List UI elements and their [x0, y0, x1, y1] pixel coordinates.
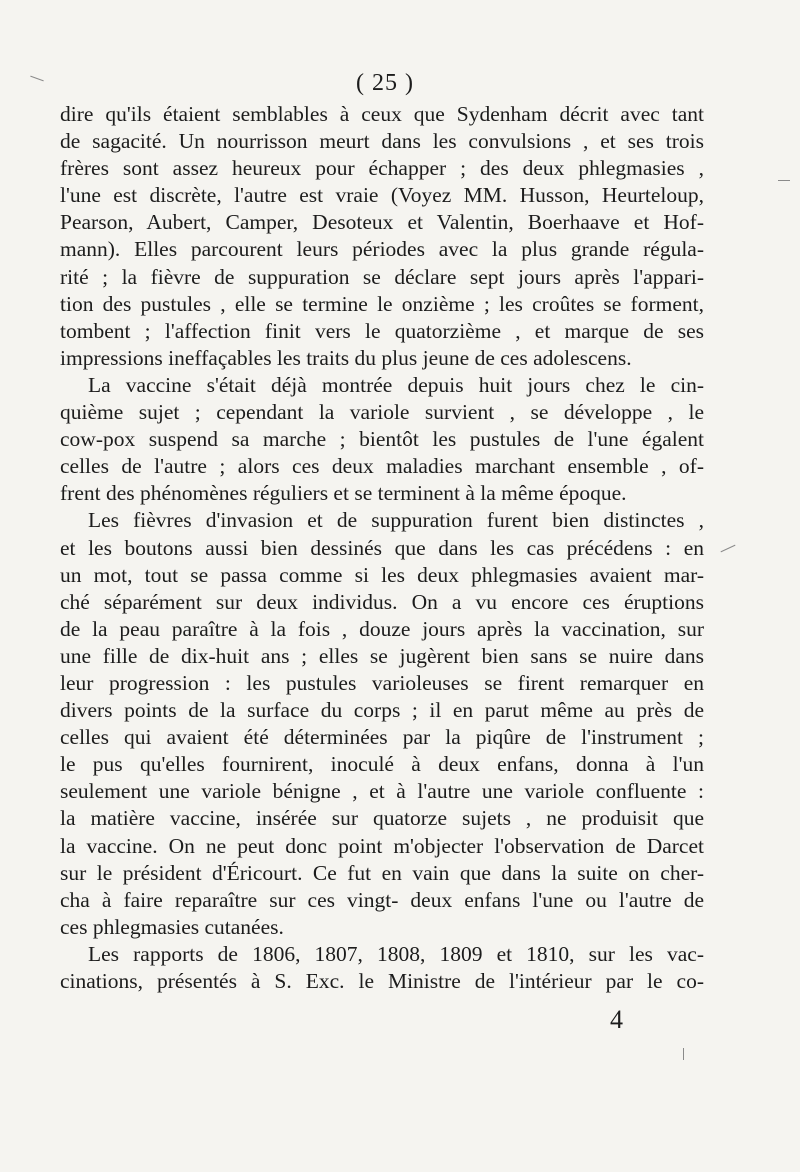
- text-line: cinations, présentés à S. Exc. le Ministre de l'intérieur par le co-: [60, 969, 704, 993]
- text-line: tion des pustules , elle se termine le onzième ; les croûtes se forment,: [60, 291, 704, 316]
- text-line: divers points de la surface du corps ; il en parut même au près de: [60, 698, 704, 723]
- text-line: dire qu'ils étaient semblables à ceux que Sydenham décrit avec tant: [60, 102, 704, 126]
- text-line: et les boutons aussi bien dessinés que dans les cas précédens : en: [60, 535, 704, 560]
- text-line: le pus qu'elles fournirent, inoculé à deux enfans, donna à l'un: [60, 752, 704, 777]
- text-line: cha à faire reparaître sur ces vingt- deux enfans l'une ou l'autre de: [60, 887, 704, 912]
- text-line: de sagacité. Un nourrisson meurt dans les convulsions , et ses trois: [60, 129, 704, 154]
- text-line: de la peau paraître à la fois , douze jours après la vaccination, sur: [60, 616, 704, 641]
- text-line: seulement une variole bénigne , et à l'autre une variole confluente :: [60, 779, 704, 804]
- paper-blemish: [778, 180, 790, 181]
- text-line: celles de l'autre ; alors ces deux maladies marchant ensemble , of-: [60, 454, 704, 479]
- text-line: ché séparément sur deux individus. On a vu encore ces éruptions: [60, 589, 704, 614]
- text-line: l'une est discrète, l'autre est vraie (Voyez MM. Husson, Heurteloup,: [60, 183, 704, 208]
- text-line: La vaccine s'était déjà montrée depuis huit jours chez le cin-: [88, 372, 704, 397]
- text-line: mann). Elles parcourent leurs périodes avec la plus grande régula-: [60, 237, 704, 262]
- text-line: une fille de dix-huit ans ; elles se jugèrent bien sans se nuire dans: [60, 643, 704, 668]
- paper-blemish: [683, 1048, 684, 1060]
- text-line: rité ; la fièvre de suppuration se déclare sept jours après l'appari-: [60, 264, 704, 289]
- text-line: un mot, tout se passa comme si les deux phlegmasies avaient mar-: [60, 562, 704, 587]
- text-line: leur progression : les pustules varioleuses se firent remarquer en: [60, 670, 704, 695]
- text-line: quième sujet ; cependant la variole survient , se développe , le: [60, 400, 704, 425]
- text-line: tombent ; l'affection finit vers le quatorzième , et marque de ses: [60, 318, 704, 343]
- text-line: frent des phénomènes réguliers et se terminent à la même époque.: [60, 481, 627, 506]
- text-line: la matière vaccine, insérée sur quatorze sujets , ne produisit que: [60, 806, 704, 831]
- body-text: [60, 101, 704, 995]
- text-line: Les fièvres d'invasion et de suppuration furent bien distinctes ,: [88, 508, 704, 533]
- text-line: impressions ineffaçables les traits du plus jeune de ces adolescens.: [60, 345, 632, 370]
- text-line: Les rapports de 1806, 1807, 1808, 1809 et 1810, sur les vac-: [88, 941, 704, 966]
- signature-mark: 4: [610, 1005, 623, 1034]
- text-line: sur le président d'Éricourt. Ce fut en vain que dans la suite on cher-: [60, 860, 704, 885]
- text-line: ces phlegmasies cutanées.: [60, 914, 284, 939]
- text-line: la vaccine. On ne peut donc point m'objecter l'observation de Darcet: [60, 833, 704, 858]
- text-line: Pearson, Aubert, Camper, Desoteux et Valentin, Boerhaave et Hof-: [60, 210, 704, 235]
- page-number: ( 25 ): [356, 70, 414, 96]
- text-line: cow-pox suspend sa marche ; bientôt les pustules de l'une égalent: [60, 427, 704, 452]
- text-line: celles qui avaient été déterminées par la piqûre de l'instrument ;: [60, 725, 704, 750]
- text-line: frères sont assez heureux pour échapper ; des deux phlegmasies ,: [60, 156, 704, 181]
- paper-blemish: [721, 545, 736, 553]
